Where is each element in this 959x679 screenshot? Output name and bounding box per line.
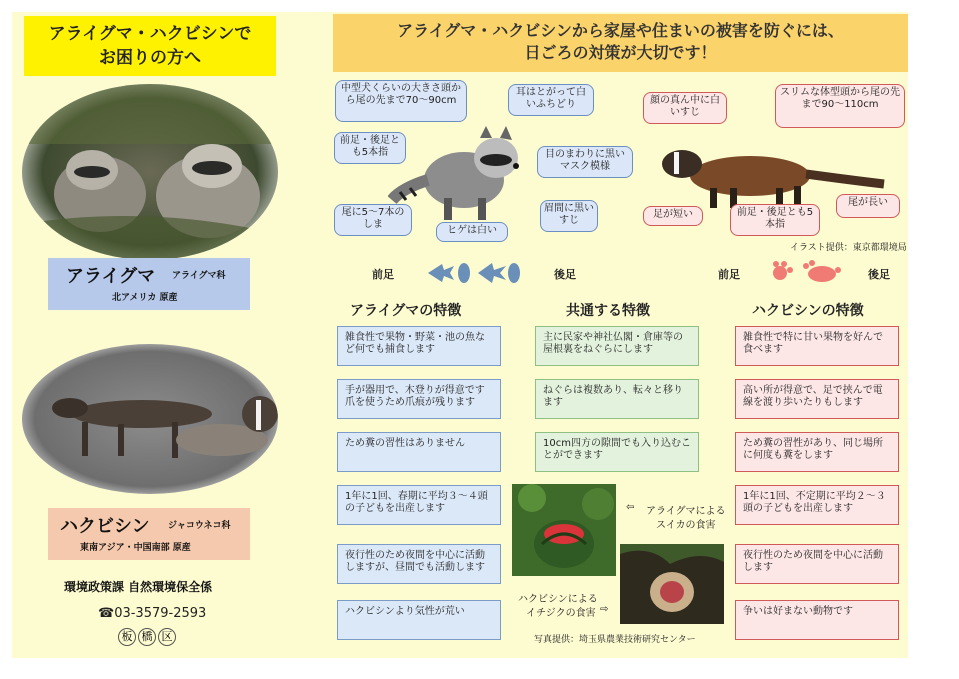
civet-feature-3: ため糞の習性があり、同じ場所に何度も糞をします: [735, 432, 899, 472]
civet-hind-paw-label: 後足: [868, 268, 890, 281]
common-feature-1: 主に民家や神社仏閣・倉庫等の屋根裏をねぐらにします: [535, 326, 699, 366]
common-feature-3: 10cm四方の隙間でも入り込むことができます: [535, 432, 699, 472]
civet-feature-4: 1年に1回、不定期に平均２〜３頭の子どもを出産します: [735, 485, 899, 525]
main-title-line1: アライグマ・ハクビシンから家屋や住まいの被害を防ぐには、: [397, 21, 844, 40]
fig-caption-line1: ハクビシンによる: [518, 594, 598, 605]
civet-feature-5: 夜行性のため夜間を中心に活動します: [735, 544, 899, 584]
watermelon-damage-photo: [512, 484, 616, 576]
civet-features-heading: ハクビシンの特徴: [752, 303, 864, 319]
illustration-credit: イラスト提供：東京都環境局: [790, 243, 907, 253]
civet-feature-1: 雑食性で特に甘い果物を好んで食べます: [735, 326, 899, 366]
callout-raccoon-toes: 前足・後足とも5本指: [334, 132, 406, 164]
civet-name-box: [48, 508, 250, 560]
raccoon-feature-1: 雑食性で果物・野菜・池の魚など何でも捕食します: [337, 326, 501, 366]
ward-char-2: 橋: [138, 628, 156, 646]
callout-civet-legs: 足が短い: [643, 206, 703, 226]
raccoon-photo: [22, 84, 278, 260]
raccoon-paw-prints: [424, 258, 520, 288]
fig-arrow: ⇨: [600, 604, 609, 615]
raccoon-origin: 北アメリカ 原産: [112, 293, 178, 303]
common-features-heading: 共通する特徴: [566, 303, 650, 319]
raccoon-name-box: [48, 258, 250, 310]
photo-credit: 写真提供：埼玉県農業技術研究センター: [534, 635, 696, 645]
civet-origin: 東南アジア・中国南部 原産: [80, 543, 191, 553]
callout-raccoon-mask: 目のまわりに黒いマスク模様: [537, 146, 633, 178]
raccoon-front-paw-label: 前足: [372, 268, 394, 281]
callout-raccoon-size: 中型犬くらいの大きさ頭から尾の先まで70〜90cm: [335, 80, 467, 122]
civet-feature-2: 高い所が得意で、足で挟んで電線を渡り歩いたりもします: [735, 379, 899, 419]
ward-char-1: 板: [118, 628, 136, 646]
callout-civet-tail: 尾が長い: [836, 194, 900, 218]
raccoon-family: アライグマ科: [172, 271, 226, 281]
callout-raccoon-tail: 尾に5〜7本のしま: [334, 204, 412, 236]
raccoon-features-heading: アライグマの特徴: [350, 303, 462, 319]
main-title-banner: [333, 14, 908, 72]
main-title-line2: 日ごろの対策が大切です！: [524, 43, 717, 62]
left-title-line1: アライグマ・ハクビシンで: [48, 24, 252, 44]
watermelon-caption-line2: スイカの食害: [656, 520, 716, 531]
watermelon-caption-line1: アライグマによる: [646, 506, 726, 517]
callout-raccoon-ears: 耳はとがって白いふちどり: [508, 84, 594, 116]
callout-raccoon-brow: 眉間に黒いすじ: [540, 200, 598, 232]
raccoon-feature-2: 手が器用で、木登りが得意です爪を使うため爪痕が残ります: [337, 379, 501, 419]
fig-damage-photo: [620, 544, 724, 624]
civet-front-paw-label: 前足: [718, 268, 740, 281]
phone-number: ☎03-3579-2593: [98, 606, 207, 621]
raccoon-feature-4: 1年に1回、春期に平均３〜４頭の子どもを出産します: [337, 485, 501, 525]
watermelon-arrow: ⇦: [626, 502, 635, 513]
callout-civet-face: 顔の真ん中に白いすじ: [643, 92, 727, 124]
civet-name: ハクビシン: [60, 516, 150, 537]
callout-civet-toes: 前足・後足とも5本指: [730, 204, 820, 236]
callout-civet-body: スリムな体型頭から尾の先まで90〜110cm: [775, 84, 905, 128]
civet-paw-prints: [770, 260, 850, 286]
raccoon-feature-3: ため糞の習性はありません: [337, 432, 501, 472]
department-label: 環境政策課 自然環境保全係: [64, 580, 213, 594]
ward-char-3: 区: [158, 628, 176, 646]
left-title-banner: [24, 16, 276, 76]
civet-family: ジャコウネコ科: [168, 521, 231, 531]
ward-logo: [118, 628, 176, 646]
fig-caption-line2: イチジクの食害: [526, 608, 596, 619]
raccoon-feature-6: ハクビシンより気性が荒い: [337, 600, 501, 640]
common-feature-2: ねぐらは複数あり、転々と移ります: [535, 379, 699, 419]
left-title-line2: お困りの方へ: [99, 48, 201, 68]
civet-photo: [22, 344, 278, 494]
raccoon-feature-5: 夜行性のため夜間を中心に活動しますが、昼間でも活動します: [337, 544, 501, 584]
callout-raccoon-whiskers: ヒゲは白い: [436, 222, 508, 242]
raccoon-name: アライグマ: [66, 266, 156, 287]
raccoon-hind-paw-label: 後足: [554, 268, 576, 281]
civet-feature-6: 争いは好まない動物です: [735, 600, 899, 640]
